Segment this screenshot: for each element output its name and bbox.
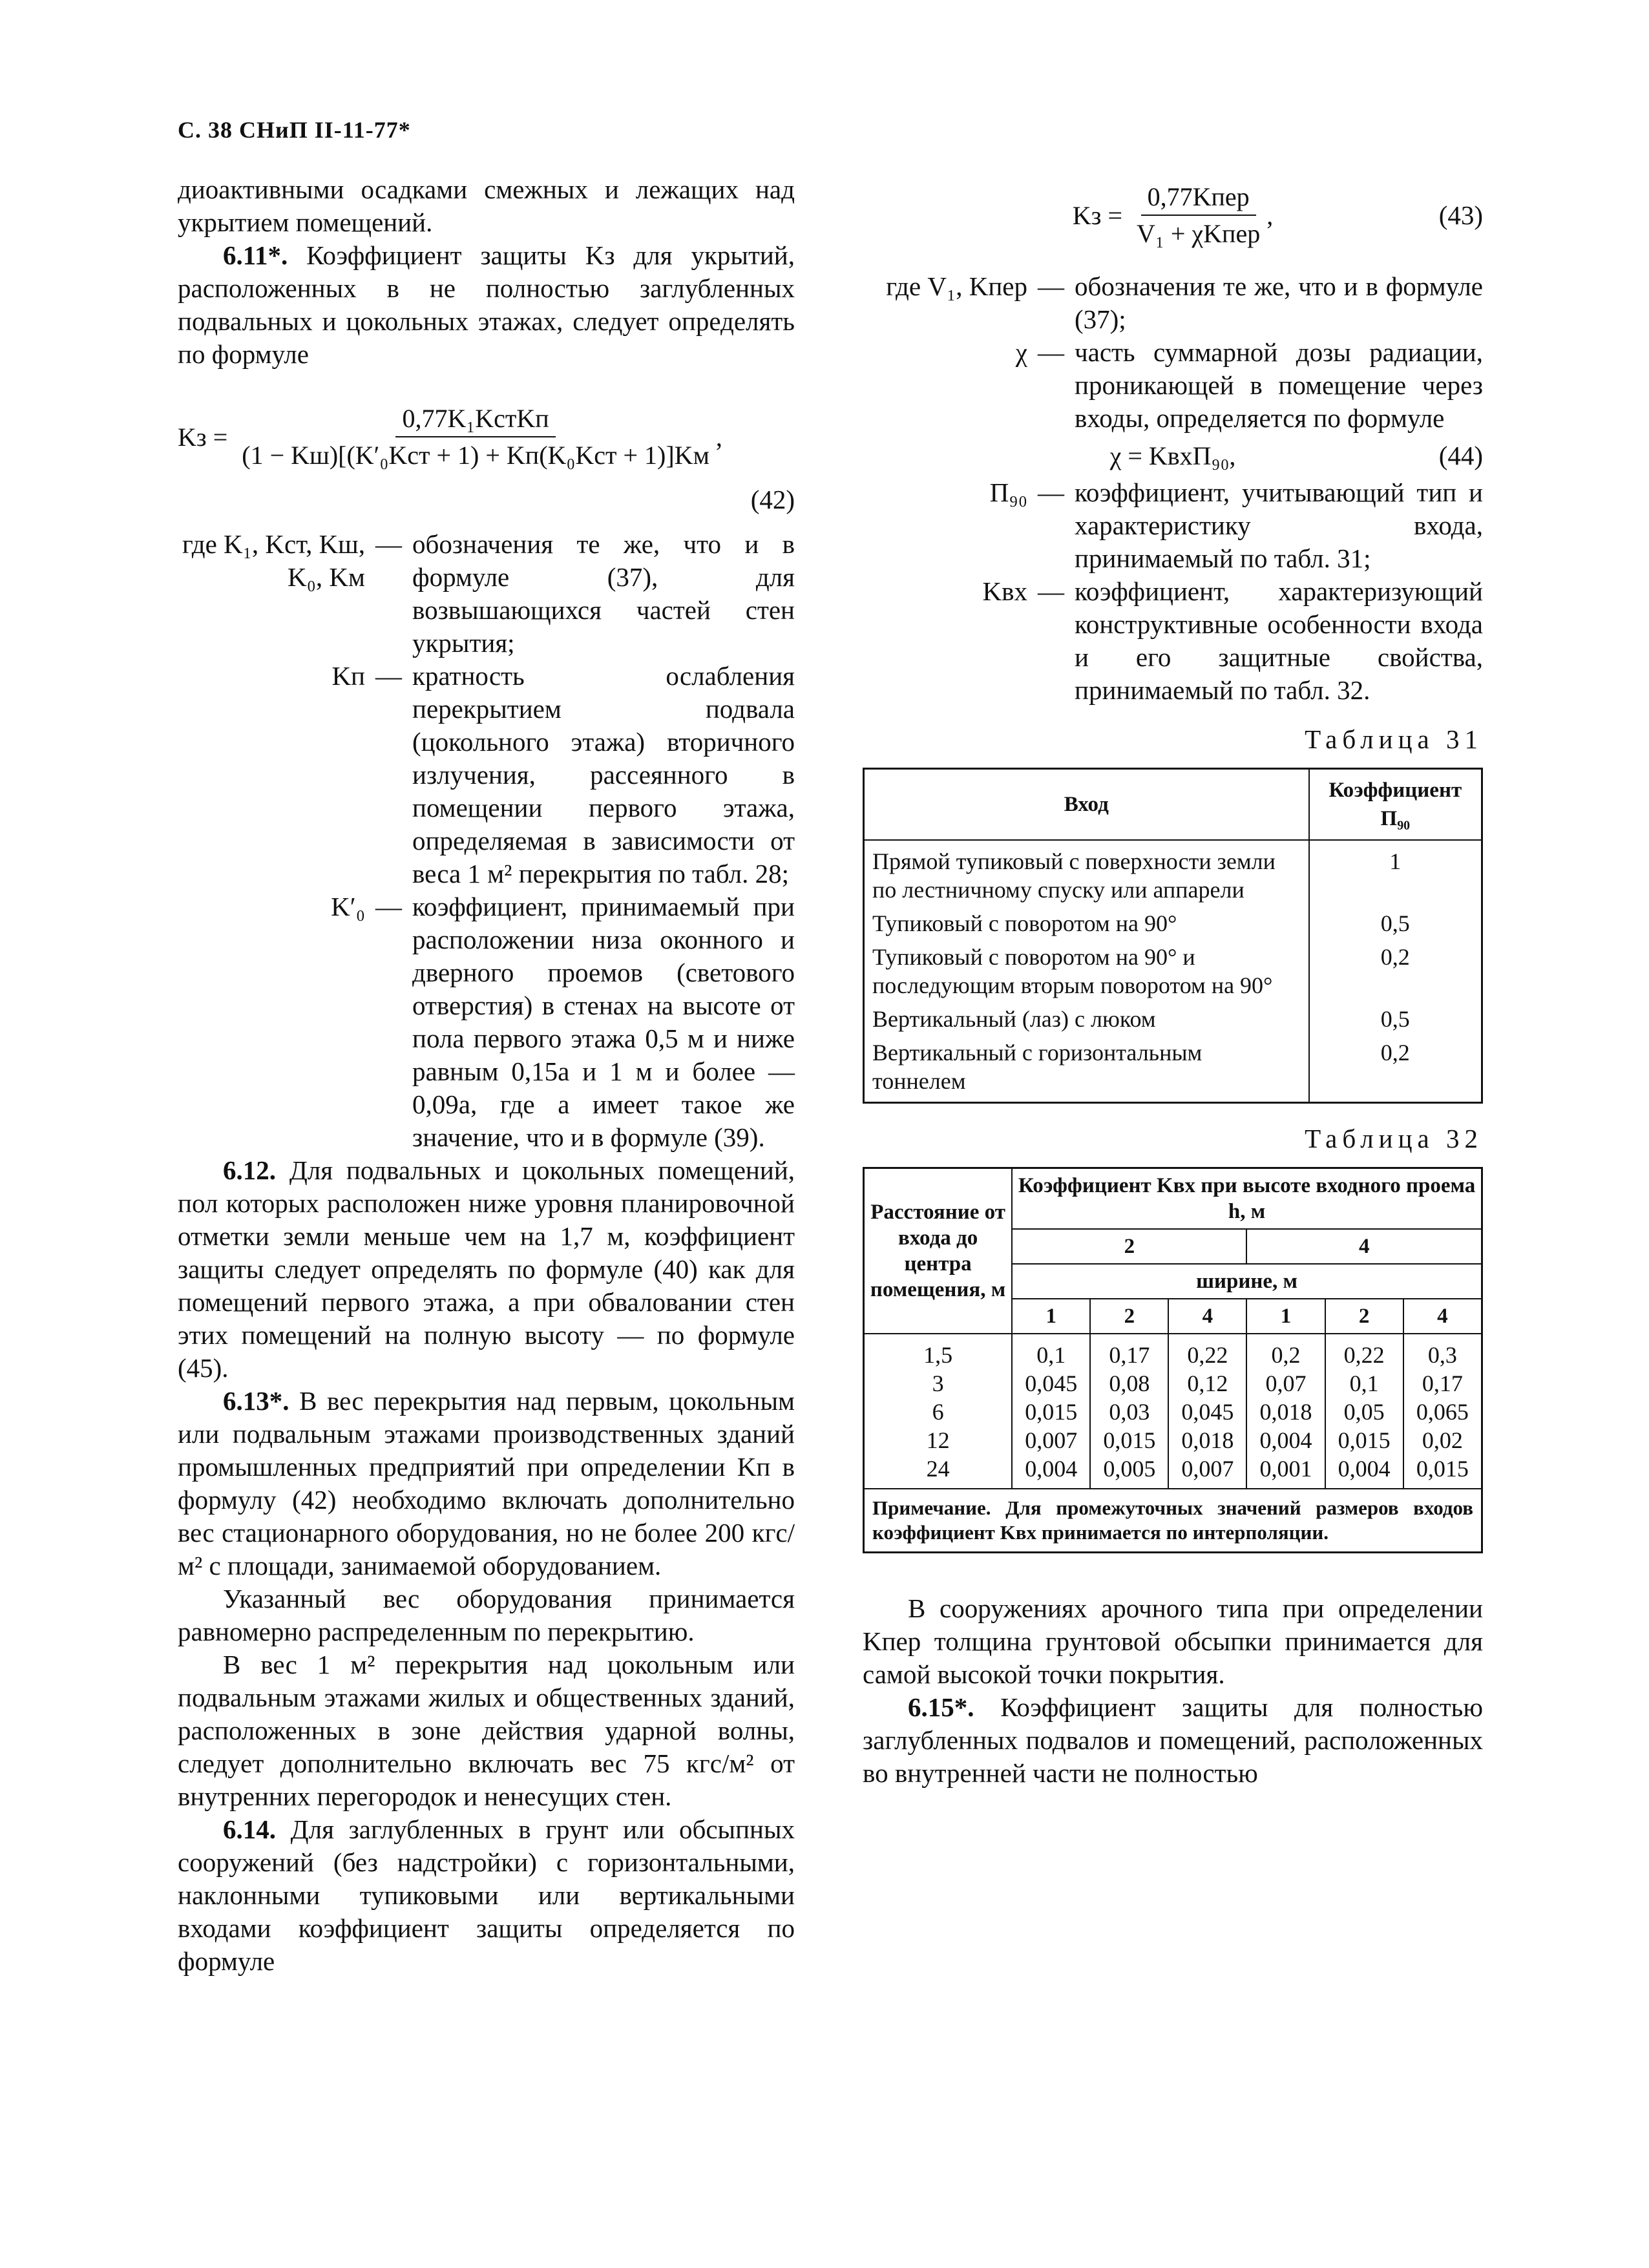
table-cell: 0,02	[1403, 1426, 1482, 1454]
table-cell: 0,004	[1246, 1426, 1325, 1454]
formula-fraction	[1130, 182, 1266, 249]
table-cell: 0,004	[1012, 1454, 1090, 1489]
definitions-42	[178, 528, 795, 1154]
table-header-cell: 1	[1246, 1299, 1325, 1334]
clause-text: Для подвальных и цокольных помещений, пол которых расположен ниже уровня планировочной отметки земли меньше чем на 1,7 м, коэффициент защиты следует определять по формуле (40) как для помещений первого этажа, а при обваловании стен этих помещений на полную высоту — по формуле (45).	[178, 1155, 795, 1383]
right-column	[863, 173, 1483, 1790]
definition-symbol: где V₁, Kпер	[886, 271, 1027, 301]
definitions-43	[863, 270, 1483, 435]
table-row	[864, 1002, 1482, 1036]
table-cell: 0,1	[1325, 1369, 1403, 1398]
table-row	[864, 940, 1482, 1002]
table-cell: Тупиковый с поворотом на 90°	[864, 907, 1309, 940]
table-cell: Тупиковый с поворотом на 90° и последующим вторым поворотом на 90°	[864, 940, 1309, 1002]
definitions-44	[863, 476, 1483, 707]
table-row	[864, 1426, 1482, 1454]
paragraph-6-12	[178, 1154, 795, 1385]
table-note-row	[864, 1489, 1482, 1553]
definition-dash: —	[1038, 576, 1064, 606]
table-cell: 0,018	[1246, 1398, 1325, 1426]
table-cell: 0,07	[1246, 1369, 1325, 1398]
table-header-cell: 2	[1090, 1299, 1168, 1334]
table-cell: 0,018	[1168, 1426, 1246, 1454]
formula-denominator: (1 − Kш)[(K′₀Kст + 1) + Kп(K₀Kст + 1)]Kм	[242, 441, 709, 470]
clause-number: 6.14.	[223, 1814, 276, 1844]
table-header-cell: 1	[1012, 1299, 1090, 1334]
paragraph-arch: В сооружениях арочного типа при определении Kпер толщина грунтовой обсыпки принимается для самой высокой точки покрытия.	[863, 1593, 1483, 1689]
table-cell: 0,004	[1325, 1454, 1403, 1489]
table-cell: Вертикальный с горизонтальным тоннелем	[864, 1036, 1309, 1103]
table-row	[864, 1369, 1482, 1398]
table-cell: 0,12	[1168, 1369, 1246, 1398]
table-row	[864, 1398, 1482, 1426]
paragraph-6-15	[863, 1691, 1483, 1790]
clause-number: 6.11*.	[223, 240, 288, 270]
clause-text: Коэффициент защиты для полностью заглубленных подвалов и помещений, расположенных во внутренней части не полностью	[863, 1692, 1483, 1788]
table-cell: 0,03	[1090, 1398, 1168, 1426]
table-header-row	[864, 1168, 1482, 1230]
table-cell: 1,5	[864, 1334, 1013, 1369]
table-32-title: Таблица 32	[1305, 1124, 1483, 1153]
paragraph-continuation: диоактивными осадками смежных и лежащих над укрытием помещений.	[178, 174, 795, 237]
table-cell: Вертикальный (лаз) с люком	[864, 1002, 1309, 1036]
table-cell: 0,05	[1325, 1398, 1403, 1426]
table-cell: 0,015	[1325, 1426, 1403, 1454]
table-cell: 0,045	[1012, 1369, 1090, 1398]
definition-symbol: χ	[1015, 337, 1027, 367]
table-cell: 12	[864, 1426, 1013, 1454]
formula-numerator: 0,77K₁KстKп	[395, 403, 555, 437]
definition-dash: —	[375, 529, 402, 559]
equation-number: (44)	[1438, 441, 1483, 470]
table-header-cell: ширине, м	[1012, 1264, 1482, 1299]
definition-symbol: K′₀	[331, 892, 365, 921]
definition-dash: —	[1038, 478, 1064, 507]
paragraph-6-13-c: В вес 1 м² перекрытия над цокольным или подвальным этажами жилых и общественных зданий, расположенных в зоне действия ударной волны, следует дополнительно включать вес 75 кгс/м² от внутренних перегородок и ненесущих стен.	[178, 1650, 795, 1811]
left-column	[178, 173, 795, 1978]
definition-row	[863, 336, 1483, 435]
formula-tail: ,	[1266, 200, 1274, 230]
table-cell: 1	[1309, 840, 1482, 907]
formula-43	[863, 173, 1483, 257]
table-cell: 0,015	[1090, 1426, 1168, 1454]
table-cell: 24	[864, 1454, 1013, 1489]
table-cell: 0,08	[1090, 1369, 1168, 1398]
definition-text: коэффициент, учитывающий тип и характеристику входа, принимаемый по табл. 31;	[1075, 478, 1483, 573]
paragraph-6-13-b: Указанный вес оборудования принимается равномерно распределенным по перекрытию.	[178, 1584, 795, 1646]
clause-text: Коэффициент защиты Kз для укрытий, расположенных в не полностью заглубленных подвальных и цокольных этажах, следует определять по формуле	[178, 240, 795, 369]
definition-dash: —	[1038, 271, 1064, 301]
table-row	[864, 1334, 1482, 1369]
page-header: С. 38 СНиП II-11-77*	[178, 117, 411, 143]
clause-text: В вес перекрытия над первым, цокольным или подвальным этажами производственных зданий промышленных предприятий при определении Kп в формулу (42) необходимо включать дополнительно вес стационарного оборудования, но не более 200 кгс/м² с площади, занимаемой оборудованием.	[178, 1386, 795, 1580]
definition-dash: —	[375, 892, 402, 921]
table-cell: 0,2	[1309, 1036, 1482, 1103]
equation-number: (42)	[750, 485, 795, 514]
definition-row	[178, 890, 795, 1154]
definition-row	[863, 575, 1483, 707]
paragraph-6-14	[178, 1813, 795, 1978]
table-header-cell: Коэффициент П₉₀	[1309, 769, 1482, 841]
definition-dash: —	[1038, 337, 1064, 367]
equation-number: (43)	[1438, 200, 1483, 230]
table-header-cell: Расстояние от входа до центра помещения, м	[864, 1168, 1013, 1334]
formula-lhs: Kз =	[178, 422, 228, 452]
definition-text: коэффициент, принимаемый при расположении низа оконного и дверного проемов (светового отверстия) в стенах на высоте от пола первого этажа 0,5 м и ниже равным 0,15a и 1 м и более — 0,09a, где a имеет такое же значение, что и в формуле (39).	[412, 892, 795, 1152]
definition-symbol: П₉₀	[989, 478, 1027, 507]
formula-numerator: 0,77Kпер	[1141, 182, 1256, 216]
table-32	[863, 1167, 1483, 1553]
formula-denominator: V₁ + χKпер	[1137, 219, 1261, 248]
definition-symbol: Kвх	[982, 576, 1027, 606]
table-cell: Прямой тупиковый с поверхности земли по лестничному спуску или аппарели	[864, 840, 1309, 907]
table-cell: 0,007	[1168, 1454, 1246, 1489]
definition-text: кратность ослабления перекрытием подвала (цокольного этажа) вторичного излучения, рассеянного в помещении первого этажа, определяемая в зависимости от веса 1 м² перекрытия по табл. 28;	[412, 661, 795, 888]
definition-row	[863, 476, 1483, 575]
table-cell: 0,2	[1309, 940, 1482, 1002]
formula-44	[863, 435, 1483, 476]
table-header-cell: 2	[1012, 1229, 1246, 1264]
definition-symbol: Kп	[331, 661, 365, 691]
table-header-cell: 4	[1403, 1299, 1482, 1334]
table-cell: 0,005	[1090, 1454, 1168, 1489]
definition-row	[178, 660, 795, 890]
table-cell: 0,007	[1012, 1426, 1090, 1454]
definition-row	[863, 270, 1483, 336]
formula-lhs: Kз =	[1072, 200, 1123, 230]
table-header-row	[864, 769, 1482, 841]
formula-44-body: χ = KвхП₉₀,	[1109, 441, 1236, 470]
table-cell: 6	[864, 1398, 1013, 1426]
table-row	[864, 907, 1482, 940]
table-cell: 0,5	[1309, 1002, 1482, 1036]
definition-text: часть суммарной дозы радиации, проникающей в помещение через входы, определяется по формуле	[1075, 337, 1483, 433]
definition-text: обозначения те же, что и в формуле (37), для возвышающихся частей стен укрытия;	[412, 529, 795, 658]
table-cell: 0,045	[1168, 1398, 1246, 1426]
table-cell: 0,22	[1325, 1334, 1403, 1369]
clause-text: Для заглубленных в грунт или обсыпных сооружений (без надстройки) с горизонтальными, наклонными тупиковыми или вертикальными входами коэффициент защиты определяется по формуле	[178, 1814, 795, 1976]
table-cell: 0,015	[1012, 1398, 1090, 1426]
table-cell: 0,5	[1309, 907, 1482, 940]
table-header-cell: 4	[1246, 1229, 1482, 1264]
table-header-cell: 4	[1168, 1299, 1246, 1334]
clause-number: 6.13*.	[223, 1386, 289, 1416]
clause-number: 6.15*.	[908, 1692, 974, 1722]
table-row	[864, 1036, 1482, 1103]
definition-row	[178, 528, 795, 660]
paragraph-6-11	[178, 239, 795, 371]
formula-fraction	[235, 403, 716, 470]
table-cell: 0,17	[1090, 1334, 1168, 1369]
table-row	[864, 840, 1482, 907]
table-31	[863, 768, 1483, 1104]
definition-symbol: где K₁, Kст, Kш, K₀, Kм	[182, 529, 365, 592]
formula-tail: ,	[715, 422, 722, 452]
table-cell: 3	[864, 1369, 1013, 1398]
table-cell: 0,015	[1403, 1454, 1482, 1489]
clause-number: 6.12.	[223, 1155, 276, 1185]
definition-text: обозначения те же, что и в формуле (37);	[1075, 271, 1483, 334]
table-row	[864, 1454, 1482, 1489]
table-cell: 0,2	[1246, 1334, 1325, 1369]
table-cell: 0,065	[1403, 1398, 1482, 1426]
table-note: Примечание. Для промежуточных значений размеров входов коэффициент Kвх принимается по интерполяции.	[864, 1489, 1482, 1553]
table-cell: 0,001	[1246, 1454, 1325, 1489]
table-header-cell: Вход	[864, 769, 1309, 841]
formula-42	[178, 403, 795, 470]
table-header-cell: Коэффициент Kвх при высоте входного проема h, м	[1012, 1168, 1482, 1230]
table-cell: 0,17	[1403, 1369, 1482, 1398]
table-31-title: Таблица 31	[1305, 724, 1483, 754]
paragraph-6-13	[178, 1385, 795, 1582]
table-cell: 0,3	[1403, 1334, 1482, 1369]
definition-text: коэффициент, характеризующий конструктивные особенности входа и его защитные свойства, принимаемый по табл. 32.	[1075, 576, 1483, 705]
table-header-cell: 2	[1325, 1299, 1403, 1334]
definition-dash: —	[375, 661, 402, 691]
table-cell: 0,1	[1012, 1334, 1090, 1369]
table-cell: 0,22	[1168, 1334, 1246, 1369]
